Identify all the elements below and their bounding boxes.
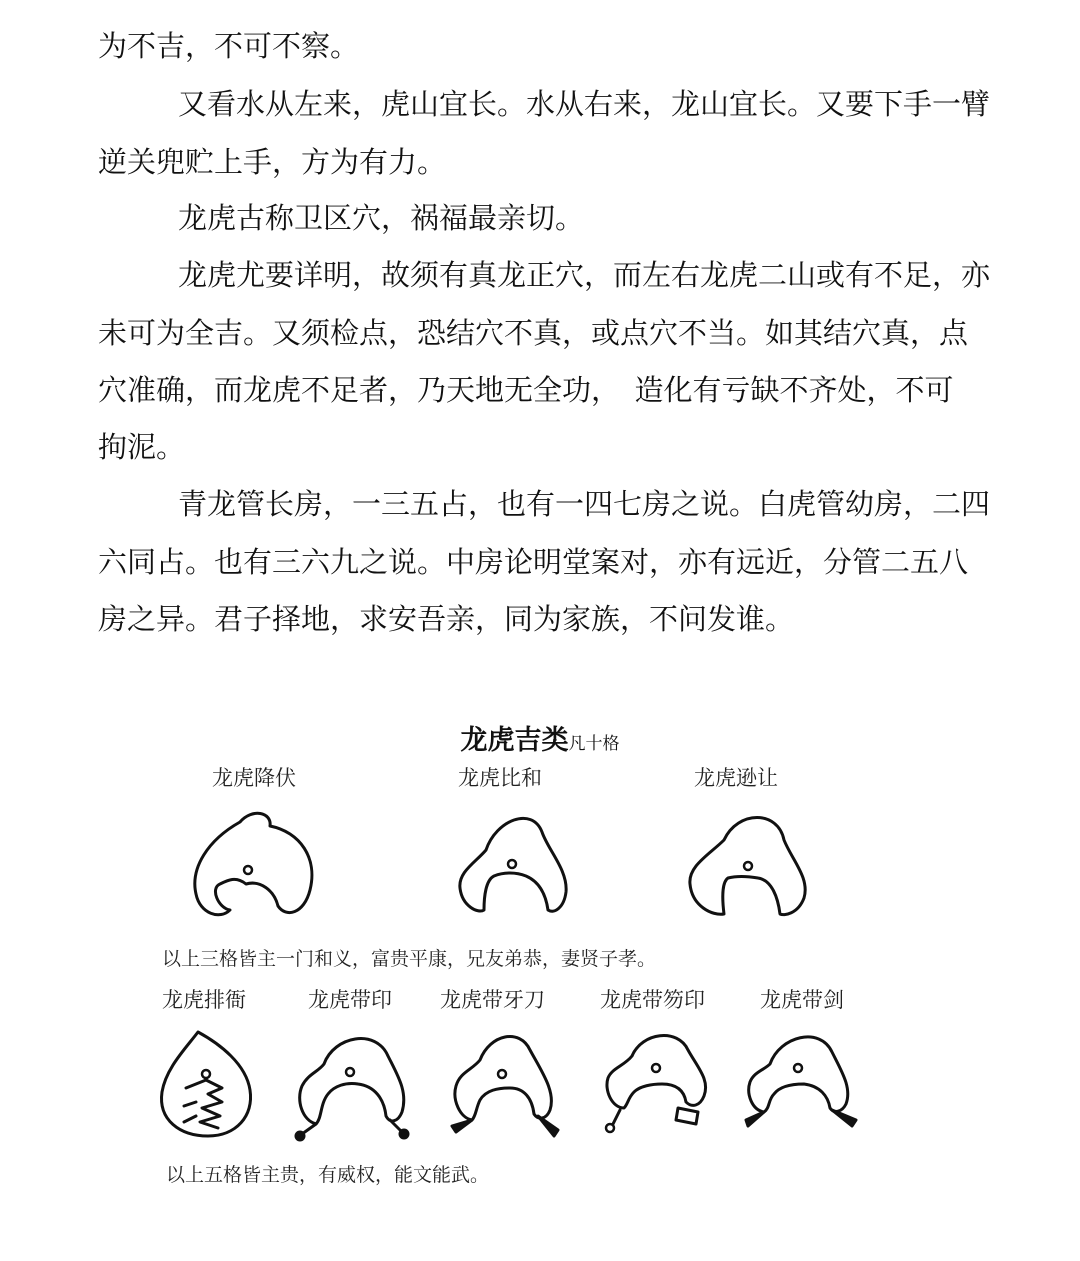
diagram-longhu-daiyadao xyxy=(446,1028,566,1140)
pattern-label: 龙虎降伏 xyxy=(212,766,296,790)
diagram-longhu-daijian xyxy=(740,1028,864,1140)
figure-title-sub: 凡十格 xyxy=(568,734,620,754)
figure-title xyxy=(0,718,1080,757)
row1-caption: 以上三格皆主一门和义，富贵平康，兄友弟恭，妻贤子孝。 xyxy=(162,948,657,970)
pattern-label: 龙虎带剑 xyxy=(760,988,844,1012)
figure-title-main: 龙虎吉类 xyxy=(460,725,569,756)
diagram-longhu-xunrang xyxy=(688,810,813,925)
text-line: 为不吉，不可不察。 xyxy=(98,29,360,63)
pattern-label: 龙虎逊让 xyxy=(694,766,778,790)
row2-caption: 以上五格皆主贵，有威权，能文能武。 xyxy=(166,1164,490,1186)
text-line: 龙虎尤要详明，故须有真龙正穴，而左右龙虎二山或有不足，亦 xyxy=(178,258,991,292)
text-line: 龙虎古称卫区穴，祸福最亲切。 xyxy=(178,201,585,235)
text-line: 未可为全吉。又须检点，恐结穴不真，或点穴不当。如其结穴真，点 xyxy=(98,316,969,350)
diagram-longhu-paiya xyxy=(156,1028,256,1140)
text-line: 房之异。君子择地，求安吾亲，同为家族，不问发谁。 xyxy=(98,602,795,636)
diagram-longhu-bihe xyxy=(456,810,576,925)
text-line: 拘泥。 xyxy=(98,430,186,464)
diagram-longhu-jiangfu xyxy=(190,810,320,925)
pattern-label: 龙虎带笏印 xyxy=(600,988,705,1012)
diagram-longhu-daiyin xyxy=(294,1028,414,1140)
pattern-label: 龙虎排衙 xyxy=(162,988,246,1012)
diagram-longhu-daihuyin xyxy=(598,1028,718,1140)
text-line: 六同占。也有三六九之说。中房论明堂案对，亦有远近，分管二五八 xyxy=(98,545,969,579)
pattern-label: 龙虎带牙刀 xyxy=(440,988,545,1012)
pattern-label: 龙虎比和 xyxy=(458,766,542,790)
text-line: 又看水从左来，虎山宜长。水从右来，龙山宜长。又要下手一臂 xyxy=(178,87,991,121)
pattern-label: 龙虎带印 xyxy=(308,988,392,1012)
text-line: 逆关兜贮上手，方为有力。 xyxy=(98,145,447,179)
text-line: 穴准确，而龙虎不足者，乃天地无全功， 造化有亏缺不齐处，不可 xyxy=(98,373,954,407)
text-line: 青龙管长房，一三五占，也有一四七房之说。白虎管幼房，二四 xyxy=(178,487,991,521)
